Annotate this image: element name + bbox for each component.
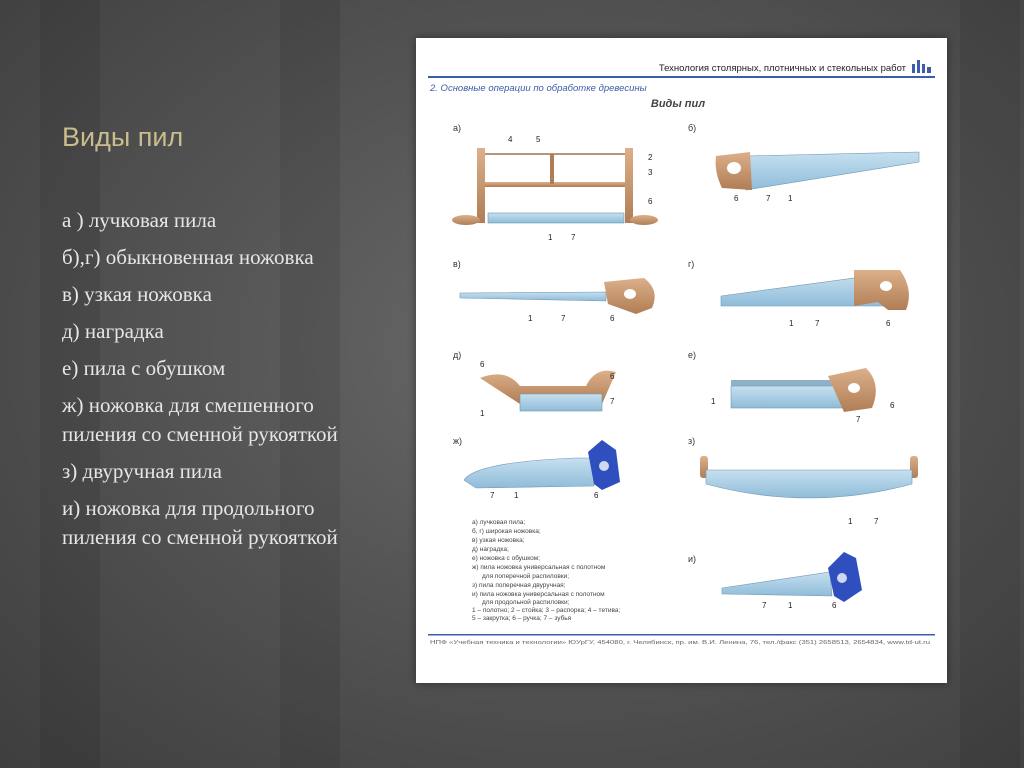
- handsaw-g-figure: [721, 270, 909, 310]
- fig-d-letter: д): [453, 350, 462, 360]
- svg-text:6: 6: [832, 601, 837, 610]
- svg-text:1: 1: [480, 409, 485, 418]
- fig-i-callouts: [762, 601, 837, 610]
- fig-v-callouts: [528, 314, 615, 323]
- legend-line: з) пила поперечная двуручная;: [472, 582, 566, 589]
- universal-rip-saw-figure: [722, 552, 862, 602]
- back-saw-figure: [731, 368, 876, 412]
- fig-zh-callouts: [490, 491, 599, 500]
- legend-line: ж) пила ножовка универсальная с полотном: [472, 564, 606, 571]
- legend: [472, 519, 620, 622]
- footer-rule: [428, 634, 935, 636]
- svg-text:6: 6: [886, 319, 891, 328]
- list-item: з) двуручная пила: [62, 459, 222, 483]
- legend-line: а) лучковая пила;: [472, 519, 526, 526]
- fig-v-letter: в): [453, 259, 461, 269]
- fig-g-letter: г): [688, 259, 695, 269]
- svg-text:6: 6: [594, 491, 599, 500]
- svg-text:7: 7: [571, 233, 576, 242]
- saw-types-list: [62, 206, 382, 560]
- reference-sheet-image: [416, 38, 947, 683]
- fig-zh-letter: ж): [453, 436, 463, 446]
- svg-text:3: 3: [648, 168, 653, 177]
- fig-z-callouts: [848, 517, 879, 526]
- fig-b-callouts: [734, 194, 793, 203]
- list-item: и) ножовка для продольного пиления со сменной рукояткой: [62, 496, 338, 549]
- doc-section: 2. Основные операции по обработке древесины: [430, 83, 647, 94]
- svg-text:7: 7: [766, 194, 771, 203]
- svg-text:1: 1: [711, 397, 716, 406]
- svg-text:7: 7: [490, 491, 495, 500]
- svg-text:1: 1: [548, 233, 553, 242]
- doc-header: Технология столярных, плотничных и стекольных работ: [658, 63, 906, 74]
- doc-footer: НПФ «Учебная техника и технологии» ЮУрГУ, 454080, г. Челябинск, пр. им. В.И. Ленина, 76, тел./факс (351) 2658513, 2654834, www.td-ut.ru: [430, 640, 931, 646]
- svg-text:7: 7: [561, 314, 566, 323]
- header-rule: [428, 76, 935, 78]
- legend-line: 1 – полотно; 2 – стойка; 3 – распорка; 4 – тетива;: [472, 607, 621, 614]
- fig-z-letter: з): [688, 436, 696, 446]
- svg-text:6: 6: [890, 401, 895, 410]
- list-item: б),г) обыкновенная ножовка: [62, 245, 314, 269]
- svg-text:2: 2: [648, 153, 653, 162]
- svg-text:4: 4: [508, 135, 513, 144]
- legend-line: для поперечной распиловки;: [482, 573, 570, 580]
- logo-icon: [912, 60, 931, 73]
- svg-text:1: 1: [514, 491, 519, 500]
- fig-a-letter: а): [453, 123, 462, 133]
- list-item: в) узкая ножовка: [62, 282, 212, 306]
- list-item: а ) лучковая пила: [62, 208, 217, 232]
- svg-text:6: 6: [648, 197, 653, 206]
- narrow-saw-figure: [460, 278, 655, 314]
- svg-text:7: 7: [856, 415, 861, 424]
- doc-heading: Виды пил: [650, 98, 706, 110]
- two-man-saw-figure: [700, 456, 918, 498]
- bow-saw-figure: [452, 148, 658, 225]
- list-item: д) наградка: [62, 319, 164, 343]
- svg-text:1: 1: [788, 601, 793, 610]
- svg-text:7: 7: [815, 319, 820, 328]
- svg-text:6: 6: [610, 372, 615, 381]
- legend-line: д) наградка;: [472, 546, 509, 553]
- svg-text:1: 1: [788, 194, 793, 203]
- legend-line: 5 – закрутка; 6 – ручка; 7 – зубья: [472, 615, 572, 622]
- svg-text:5: 5: [536, 135, 541, 144]
- legend-line: и) пила ножовка универсальная с полотном: [472, 591, 605, 598]
- svg-text:7: 7: [762, 601, 767, 610]
- list-item: е) пила с обушком: [62, 356, 226, 380]
- fig-e-letter: е): [688, 350, 697, 360]
- svg-text:7: 7: [874, 517, 879, 526]
- svg-text:7: 7: [610, 397, 615, 406]
- svg-text:6: 6: [610, 314, 615, 323]
- svg-text:6: 6: [734, 194, 739, 203]
- svg-text:1: 1: [848, 517, 853, 526]
- legend-line: в) узкая ножовка;: [472, 537, 525, 544]
- fig-g-callouts: [789, 319, 891, 328]
- svg-text:1: 1: [528, 314, 533, 323]
- list-item: ж) ножовка для смешенного пиления со сменной рукояткой: [62, 393, 338, 446]
- universal-crosscut-saw-figure: [464, 440, 620, 490]
- legend-line: б, г) широкая ножовка;: [472, 528, 541, 535]
- svg-text:6: 6: [480, 360, 485, 369]
- fig-b-letter: б): [688, 123, 697, 133]
- handsaw-b-figure: [716, 152, 919, 190]
- fig-i-letter: и): [688, 554, 697, 564]
- legend-line: е) ножовка с обушком;: [472, 555, 541, 562]
- svg-text:1: 1: [789, 319, 794, 328]
- naradka-figure: [480, 371, 616, 411]
- slide-title: Виды пил: [62, 122, 184, 152]
- legend-line: для продольной распиловки;: [482, 599, 570, 606]
